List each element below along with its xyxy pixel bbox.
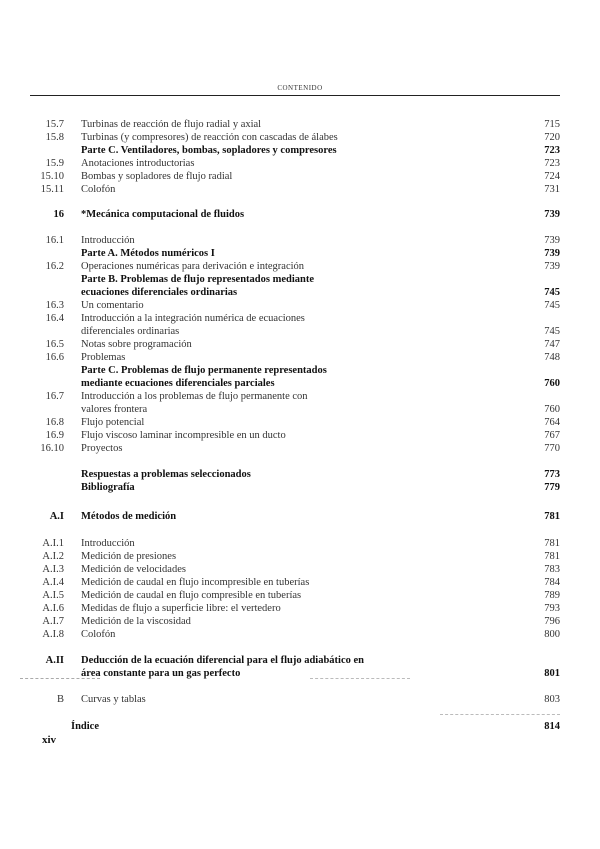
toc-entry [0, 537, 600, 550]
section-title: Operaciones numéricas para derivación e integración [81, 261, 305, 272]
section-title: Deducción de la ecuación diferencial para el flujo adiabático en [81, 655, 364, 666]
section-number: A.I.7 [42, 616, 64, 627]
toc-entry [0, 720, 600, 733]
section-number: 16 [53, 209, 64, 220]
toc-entry [0, 364, 600, 377]
section-title: Medición de velocidades [81, 564, 186, 575]
toc-entry [0, 234, 600, 247]
toc-entry [0, 273, 600, 286]
toc-entry [0, 615, 600, 628]
section-title: Medición de presiones [81, 551, 177, 562]
toc-entry [0, 118, 600, 131]
section-number: A.I.1 [42, 538, 64, 549]
section-title: Notas sobre programación [81, 339, 192, 350]
section-title: Flujo potencial [81, 417, 145, 428]
section-number: 16.3 [45, 300, 64, 311]
page-number: 773 [544, 469, 560, 480]
page-number: 800 [544, 629, 560, 640]
section-title: Un comentario [81, 300, 144, 311]
section-title: Índice [71, 721, 100, 732]
section-number: 16.1 [45, 235, 64, 246]
section-number: A.I.3 [42, 564, 64, 575]
page-number: 745 [544, 326, 560, 337]
page-number: 803 [544, 694, 560, 705]
toc-entry [0, 183, 600, 196]
section-number: A.I.8 [42, 629, 64, 640]
running-header: CONTENIDO [277, 84, 323, 92]
toc-entry [0, 693, 600, 706]
page-number: 720 [544, 132, 560, 143]
section-title: valores frontera [81, 404, 148, 415]
page-number: 793 [544, 603, 560, 614]
page-number: 764 [544, 417, 560, 428]
toc-entry [0, 351, 600, 364]
toc-entry [0, 416, 600, 429]
toc-entry [0, 286, 600, 299]
section-title: Métodos de medición [81, 511, 177, 522]
page-number: 781 [544, 551, 560, 562]
toc-entry [0, 654, 600, 667]
section-title: área constante para un gas perfecto [81, 668, 241, 679]
section-title: ecuaciones diferenciales ordinarias [81, 287, 238, 298]
page-number: 779 [544, 482, 560, 493]
section-number: 15.7 [45, 119, 64, 130]
section-title: *Mecánica computacional de fluidos [81, 209, 245, 220]
section-title: Medición de la viscosidad [81, 616, 191, 627]
toc-entry [0, 602, 600, 615]
toc-entry [0, 144, 600, 157]
page-number: 760 [544, 404, 560, 415]
toc-entry [0, 260, 600, 273]
toc-entry [0, 325, 600, 338]
section-title: Parte A. Métodos numéricos I [81, 248, 215, 259]
section-number: A.I [49, 511, 64, 522]
section-title: Medición de caudal en flujo incompresible en tuberías [81, 577, 310, 588]
toc-entry [0, 299, 600, 312]
section-title: Respuestas a problemas seleccionados [81, 469, 251, 480]
page-number: 767 [544, 430, 560, 441]
toc-entry [0, 550, 600, 563]
section-title: Medidas de flujo a superficie libre: el vertedero [81, 603, 281, 614]
toc-entry [0, 403, 600, 416]
page-number: 781 [544, 511, 560, 522]
section-number: A.I.6 [42, 603, 64, 614]
section-title: Medición de caudal en flujo compresible en tuberías [81, 590, 302, 601]
page-number: 784 [544, 577, 560, 588]
page-number: 789 [544, 590, 560, 601]
section-number: A.I.4 [42, 577, 64, 588]
section-title: Colofón [81, 629, 116, 640]
page-folio: xiv [42, 734, 57, 746]
page-number: 745 [544, 300, 560, 311]
page-number: 739 [544, 235, 560, 246]
section-title: mediante ecuaciones diferenciales parciales [81, 378, 275, 389]
toc-entry [0, 510, 600, 523]
section-number: 16.4 [45, 313, 64, 324]
section-title: Parte C. Ventiladores, bombas, sopladores y compresores [81, 145, 337, 156]
page-number: 770 [544, 443, 560, 454]
page-number: 801 [544, 668, 560, 679]
section-number: 16.10 [40, 443, 64, 454]
section-number: 15.10 [40, 171, 64, 182]
section-title: Turbinas de reacción de flujo radial y axial [81, 119, 262, 130]
toc-entry [0, 208, 600, 221]
section-number: 16.6 [45, 352, 64, 363]
page-number: 723 [544, 158, 560, 169]
section-title: Introducción [81, 235, 135, 246]
section-number: 16.2 [45, 261, 64, 272]
toc-entry [0, 338, 600, 351]
page-number: 748 [544, 352, 560, 363]
header-rule [30, 95, 560, 96]
section-title: Bombas y sopladores de flujo radial [81, 171, 233, 182]
section-title: Curvas y tablas [81, 694, 146, 705]
toc-entry [0, 247, 600, 260]
section-number: 15.11 [40, 184, 64, 195]
page-number: 814 [544, 721, 560, 732]
scan-artifact [20, 678, 100, 680]
toc-entry [0, 157, 600, 170]
section-title: Proyectos [81, 443, 123, 454]
page-number: 796 [544, 616, 560, 627]
section-title: Parte B. Problemas de flujo representados mediante [81, 274, 315, 285]
section-title: Colofón [81, 184, 116, 195]
section-number: A.I.5 [42, 590, 64, 601]
toc-entry [0, 429, 600, 442]
section-number: 16.9 [45, 430, 64, 441]
toc-entry [0, 563, 600, 576]
section-number: 15.8 [45, 132, 64, 143]
toc-entry [0, 377, 600, 390]
page-number: 739 [544, 248, 560, 259]
section-title: Problemas [81, 352, 126, 363]
page-number: 724 [544, 171, 560, 182]
page-number: 739 [544, 261, 560, 272]
section-title: Parte C. Problemas de flujo permanente representados [81, 365, 327, 376]
section-number: 16.5 [45, 339, 64, 350]
toc-entry [0, 628, 600, 641]
section-number: 16.7 [45, 391, 64, 402]
toc-entry [0, 589, 600, 602]
section-number: A.I.2 [42, 551, 64, 562]
scan-artifact [440, 714, 560, 716]
page-number: 747 [544, 339, 560, 350]
page-number: 783 [544, 564, 560, 575]
section-number: 16.8 [45, 417, 64, 428]
section-title: Introducción a la integración numérica de ecuaciones [81, 313, 305, 324]
page-number: 739 [544, 209, 560, 220]
section-title: Bibliografía [81, 482, 135, 493]
toc-entry [0, 442, 600, 455]
section-title: Turbinas (y compresores) de reacción con cascadas de álabes [81, 132, 338, 143]
section-title: Introducción [81, 538, 135, 549]
page-number: 723 [544, 145, 560, 156]
toc-entry [0, 481, 600, 494]
page-number: 745 [544, 287, 560, 298]
toc-entry [0, 131, 600, 144]
toc-entry [0, 170, 600, 183]
section-number: B [56, 694, 64, 705]
page-number: 781 [544, 538, 560, 549]
scan-artifact [310, 678, 410, 680]
toc-entry [0, 390, 600, 403]
section-title: Introducción a los problemas de flujo permanente con [81, 391, 308, 402]
toc-entry [0, 312, 600, 325]
section-title: Anotaciones introductorias [81, 158, 195, 169]
section-title: Flujo viscoso laminar incompresible en un ducto [81, 430, 286, 441]
section-number: 15.9 [45, 158, 64, 169]
page-number: 731 [544, 184, 560, 195]
page-number: 715 [544, 119, 560, 130]
section-title: diferenciales ordinarias [81, 326, 180, 337]
section-number: A.II [45, 655, 64, 666]
toc-entry [0, 468, 600, 481]
page-number: 760 [544, 378, 560, 389]
toc-entry [0, 576, 600, 589]
